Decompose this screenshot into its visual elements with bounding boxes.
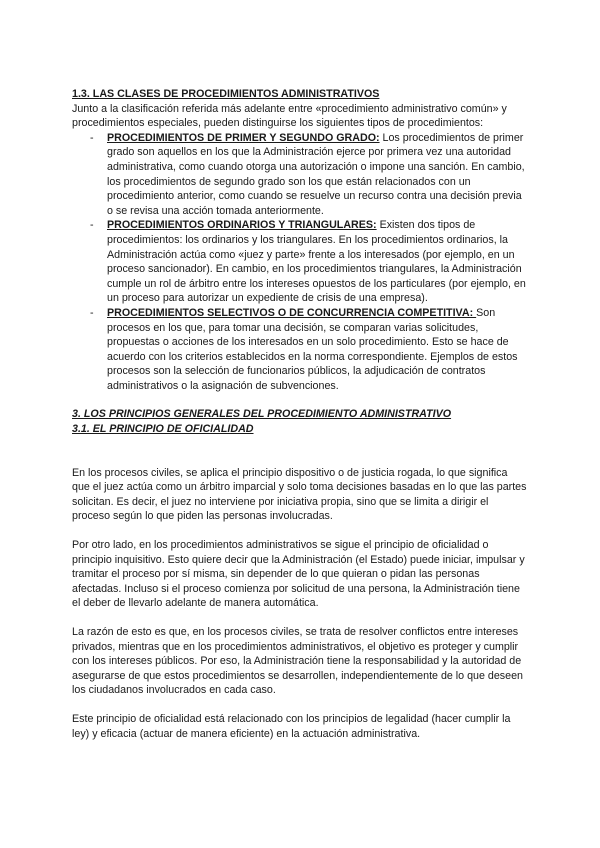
body-paragraph: En los procesos civiles, se aplica el principio dispositivo o de justicia rogada, lo que significa que el juez actúa como un árbitro imparcial y solo toma decisiones basadas en lo que las partes solicitan. Es decir, el juez no interviene por iniciativa propia, sino que se limita a dirigir el proceso según lo que piden las personas involucradas.: [72, 466, 527, 523]
procedure-types-list: [72, 131, 528, 394]
item-text: Son procesos en los que, para tomar una decisión, se comparan varias solicitudes, propuestas o acciones de los interesados en un solo procedimiento. Esto se hace de acuerdo con los criterios establecidos en la norma correspondiente. Ejemplos de estos procesos son la selección de funcionarios públicos, la adjudicación de contratos administrativos o la asignación de subvenciones.: [107, 306, 518, 392]
list-item: [72, 218, 528, 306]
item-text: Los procedimientos de primer grado son aquellos en los que la Administración ejerce por primera vez una autoridad administrativa, como cuando otorga una autorización o impone una sanción. En cambio, los procedimientos de segundo grado son los que están relacionados con un procedimiento anterior, como cuando se resuelve un recurso contra una decisión previa o se revisa una acción tomada anteriormente.: [107, 131, 525, 217]
body-paragraph: La razón de esto es que, en los procesos civiles, se trata de resolver conflictos entre intereses privados, mientras que en los procedimientos administrativos, el objetivo es proteger y cumplir con los intereses públicos. Por eso, la Administración tiene la responsabilidad y la autoridad de asegurarse de que estos procedimientos se desarrollen, independientemente de lo que deseen los ciudadanos involucrados en cada caso.: [72, 626, 523, 697]
item-text: Existen dos tipos de procedimientos: los ordinarios y los triangulares. En los procedimientos ordinarios, la Administración actúa como «juez y parte» frente a los interesados (por ejemplo, en un proceso sancionador). En cambio, en los procedimientos triangulares, la Administración cumple un rol de árbitro entre los intereses opuestos de los particulares (por ejemplo, en un proceso para autorizar un expediente de crisis de una empresa).: [107, 219, 526, 305]
item-term: PROCEDIMIENTOS ORDINARIOS Y TRIANGULARES:: [107, 219, 377, 232]
item-term: PROCEDIMIENTOS DE PRIMER Y SEGUNDO GRADO:: [107, 131, 380, 144]
list-dash: -: [90, 131, 94, 144]
subsection-heading: 3.1. EL PRINCIPIO DE OFICIALIDAD: [72, 423, 254, 436]
body-paragraph: Por otro lado, en los procedimientos administrativos se sigue el principio de oficialidad o principio inquisitivo. Esto quiere decir que la Administración (el Estado) puede iniciar, impulsar y tramitar el proceso por sí misma, sin depender de lo que quieran o pidan las personas afectadas. Incluso si el proceso comienza por solicitud de una persona, la Administración tiene el deber de llevarlo adelante de manera automática.: [72, 539, 525, 610]
list-dash: -: [90, 306, 94, 319]
section-heading: 1.3. LAS CLASES DE PROCEDIMIENTOS ADMINISTRATIVOS: [72, 88, 380, 100]
list-item: [72, 131, 528, 219]
list-item: [72, 306, 528, 394]
document-page: [72, 87, 528, 741]
body-paragraph: Este principio de oficialidad está relacionado con los principios de legalidad (hacer cumplir la ley) y eficacia (actuar de manera eficiente) en la actuación administrativa.: [72, 712, 511, 740]
chapter-heading: 3. LOS PRINCIPIOS GENERALES DEL PROCEDIMIENTO ADMINISTRATIVO: [72, 408, 452, 421]
list-dash: -: [90, 219, 94, 232]
intro-paragraph: Junto a la clasificación referida más adelante entre «procedimiento administrativo común» y procedimientos especiales, pueden distinguirse los siguientes tipos de procedimientos:: [72, 102, 507, 130]
item-term: PROCEDIMIENTOS SELECTIVOS O DE CONCURRENCIA COMPETITIVA:: [107, 306, 477, 319]
